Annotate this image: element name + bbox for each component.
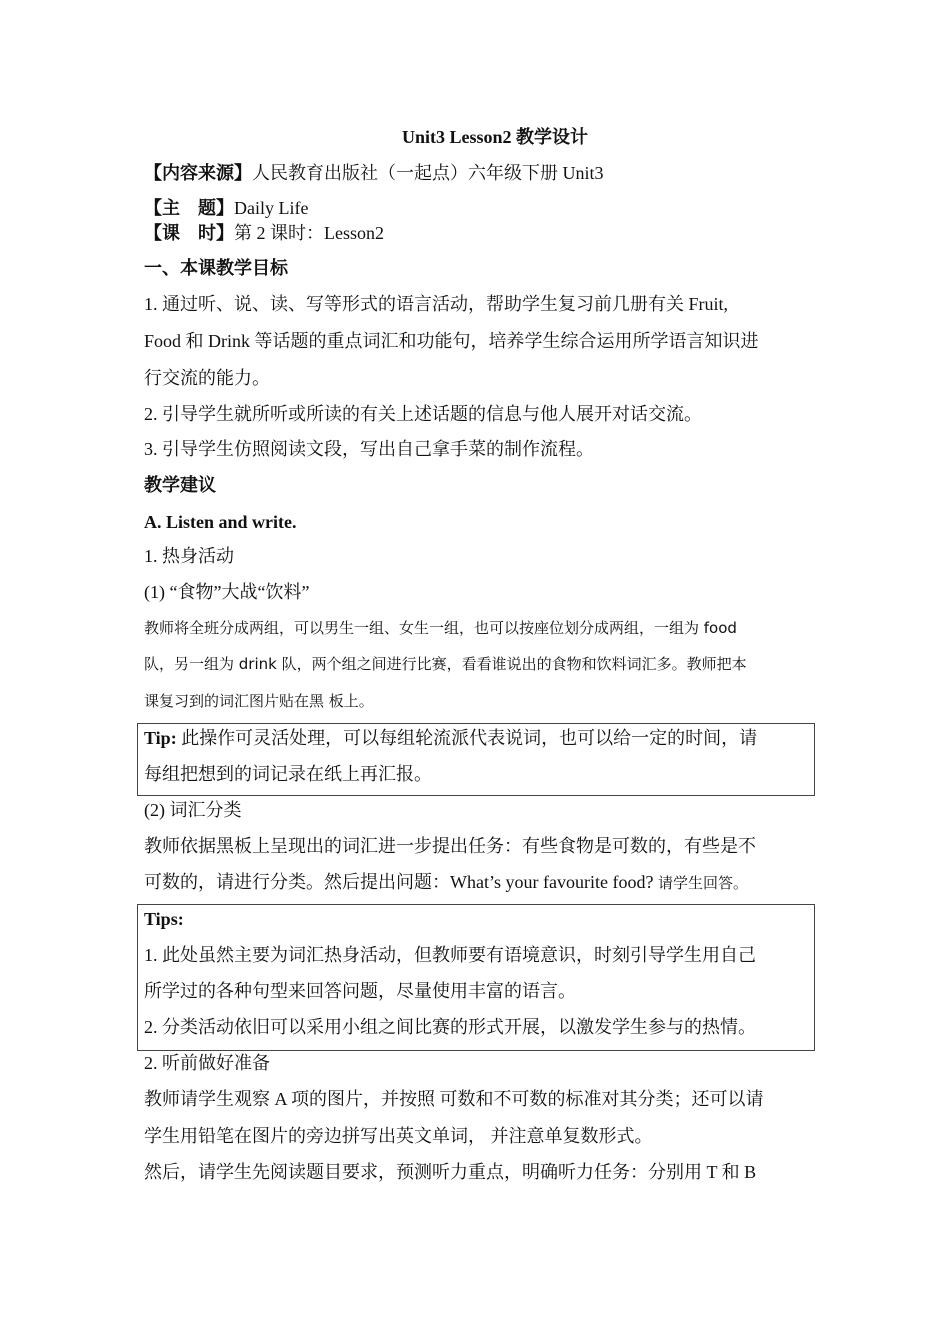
tips-label: Tips: bbox=[144, 909, 184, 929]
step-1-2-heading: (2) 词汇分类 bbox=[144, 800, 242, 820]
theme-text: Daily Life bbox=[234, 198, 309, 218]
tip-line-1 bbox=[144, 726, 757, 750]
goal-3: 3. 引导学生仿照阅读文段，写出自己拿手菜的制作流程。 bbox=[144, 439, 594, 459]
step-1-1-text-1: 教师将全班分成两组，可以男生一组、女生一组，也可以按座位划分成两组，一组为 food bbox=[144, 619, 737, 637]
part-a-heading: A. Listen and write. bbox=[144, 512, 297, 532]
step-1-heading: 1. 热身活动 bbox=[144, 546, 234, 566]
step-1-1-heading: (1) “食物”大战“饮料” bbox=[144, 582, 310, 602]
period-line bbox=[144, 221, 384, 245]
source-label: 【内容来源】 bbox=[144, 163, 252, 183]
step-2-text-3: 然后，请学生先阅读题目要求，预测听力重点，明确听力任务：分别用 T 和 B bbox=[144, 1162, 757, 1182]
page-title: Unit3 Lesson2 教学设计 bbox=[401, 127, 589, 147]
source-line bbox=[144, 161, 604, 185]
theme-label: 【主 题】 bbox=[144, 198, 234, 218]
suggestion-heading: 教学建议 bbox=[144, 475, 216, 495]
step-2-heading: 2. 听前做好准备 bbox=[144, 1053, 270, 1073]
tips-line-1: 1. 此处虽然主要为词汇热身活动，但教师要有语境意识，时刻引导学生用自己 bbox=[144, 945, 756, 965]
goal-2: 2. 引导学生就所听或所读的有关上述话题的信息与他人展开对话交流。 bbox=[144, 404, 702, 424]
period-text: 第 2 课时：Lesson2 bbox=[234, 223, 384, 243]
tips-line-2: 所学过的各种句型来回答问题，尽量使用丰富的语言。 bbox=[144, 981, 576, 1001]
step-1-2-text-2-main: 可数的，请进行分类。然后提出问题：What’s your favourite food? bbox=[144, 872, 658, 892]
step-1-1-text-2: 队，另一组为 drink 队，两个组之间进行比赛，看看谁说出的食物和饮料词汇多。教师把本 bbox=[144, 655, 747, 673]
step-1-2-text-2-small: 请学生回答。 bbox=[657, 874, 748, 892]
tips-line-3: 2. 分类活动依旧可以采用小组之间比赛的形式开展，以激发学生参与的热情。 bbox=[144, 1017, 756, 1037]
step-2-text-2: 学生用铅笔在图片的旁边拼写出英文单词， 并注意单复数形式。 bbox=[144, 1126, 653, 1146]
tip-label: Tip: bbox=[144, 728, 177, 748]
period-label: 【课 时】 bbox=[144, 223, 234, 243]
tip-line-2: 每组把想到的词记录在纸上再汇报。 bbox=[144, 764, 432, 784]
goal-1-line-1: 1. 通过听、说、读、写等形式的语言活动，帮助学生复习前几册有关 Fruit, bbox=[144, 294, 729, 314]
source-text: 人民教育出版社（一起点）六年级下册 Unit3 bbox=[252, 163, 604, 183]
tip-text-1: 此操作可灵活处理，可以每组轮流派代表说词，也可以给一定的时间，请 bbox=[176, 728, 758, 748]
step-2-text-1: 教师请学生观察 A 项的图片，并按照 可数和不可数的标准对其分类；还可以请 bbox=[144, 1089, 764, 1109]
step-1-2-text-1: 教师依据黑板上呈现出的词汇进一步提出任务：有些食物是可数的，有些是不 bbox=[144, 836, 756, 856]
theme-line bbox=[144, 196, 308, 220]
goal-1-line-3: 行交流的能力。 bbox=[144, 368, 270, 388]
step-1-2-text-2 bbox=[144, 870, 748, 895]
goal-1-line-2: Food 和 Drink 等话题的重点词汇和功能句，培养学生综合运用所学语言知识进 bbox=[144, 331, 759, 351]
step-1-1-text-3: 课复习到的词汇图片贴在黑 板上。 bbox=[144, 692, 374, 710]
section-heading: 一、本课教学目标 bbox=[144, 258, 288, 278]
